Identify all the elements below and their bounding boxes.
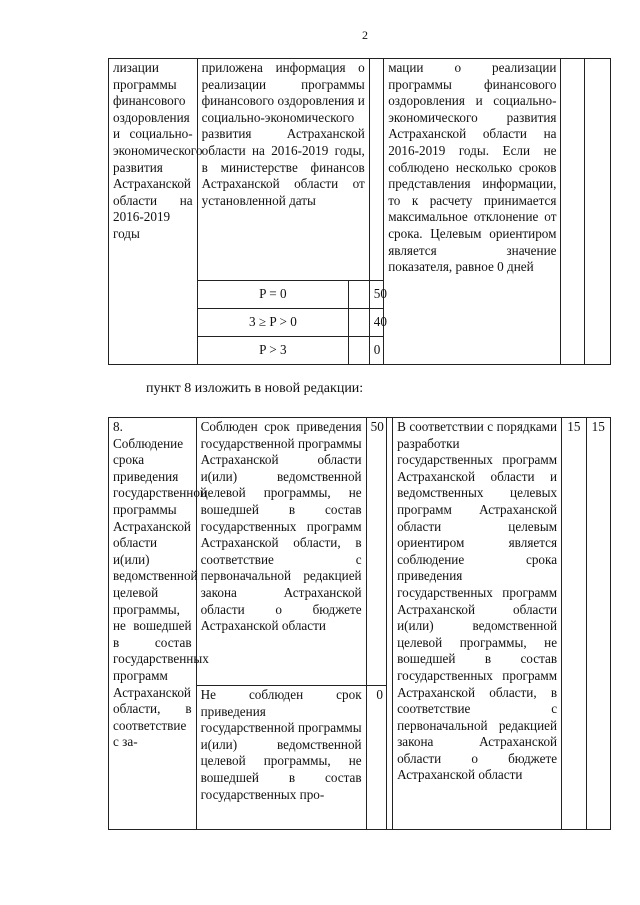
- score-cell-empty: [369, 59, 383, 281]
- max-score-cell: 15: [586, 418, 610, 830]
- score-cell: 0: [369, 337, 383, 365]
- condition-cell: P = 0: [197, 281, 349, 309]
- page-number: 2: [362, 28, 368, 42]
- blank-cell: [349, 281, 370, 309]
- weight-cell: 15: [562, 418, 586, 830]
- condition-cell: 3 ≥ P > 0: [197, 309, 349, 337]
- score-cell: 50: [366, 418, 386, 686]
- condition-cell: P > 3: [197, 337, 349, 365]
- criterion-condition-cell: Не соблюден срок приведения государственной программы и(или) ведомственной целевой программы, не вошедшей в состав государственных про-: [196, 686, 366, 830]
- criterion-condition-cell: Соблюден срок приведения государственной программы Астраханской области и(или) ведомственной целевой программы, не вошедшей в состав государственных программ Астраханской области, в соответствие с первоначальной редакцией закона Астраханской области о бюджете Астраханской области: [196, 418, 366, 686]
- indicator-name-cell: лизации программы финансового оздоровления и социально-экономического развития Астраханской области на 2016-2019 годы: [109, 59, 198, 365]
- criteria-table-continued: [108, 58, 611, 365]
- indicator-name-cell: 8. Соблюдение срока приведения государственной программы Астраханской области и(или) ведомственной целевой программы, не вошедшей в состав государственных программ Астраханской области, в соответствие с за-: [109, 418, 197, 830]
- criteria-table-item-8: [108, 417, 611, 830]
- methodology-cell: мации о реализации программы финансового оздоровления и социально-экономического развития Астраханской области на 2016-2019 годы. Если не соблюдено несколько сроков представления информации, то к расчету принимается максимальное отклонение от срока. Целевым ориентиром является значение показателя, равное 0 дней: [384, 59, 561, 365]
- blank-cell: [349, 337, 370, 365]
- score-cell: 0: [366, 686, 386, 830]
- max-score-cell-empty: [585, 59, 611, 365]
- score-cell: 50: [369, 281, 383, 309]
- criterion-description-cell: приложена информация о реализации программы финансового оздоровления и социально-экономического развития Астраханской области на 2016-2019 годы, в министерстве финансов Астраханской области от установленной даты: [197, 59, 369, 281]
- methodology-cell: В соответствии с порядками разработки государственных программ Астраханской области и ведомственных целевых программ Астраханской области целевым ориентиром является соблюдение срока приведения государственных программ Астраханской области и(или) ведомственной целевой программы, не вошедшей в состав государственных программ Астраханской области, в соответствие с первоначальной редакцией закона Астраханской области о бюджете Астраханской области: [393, 418, 562, 830]
- score-cell: 40: [369, 309, 383, 337]
- blank-cell: [349, 309, 370, 337]
- weight-cell-empty: [561, 59, 585, 365]
- amendment-instruction: пункт 8 изложить в новой редакции:: [146, 381, 364, 396]
